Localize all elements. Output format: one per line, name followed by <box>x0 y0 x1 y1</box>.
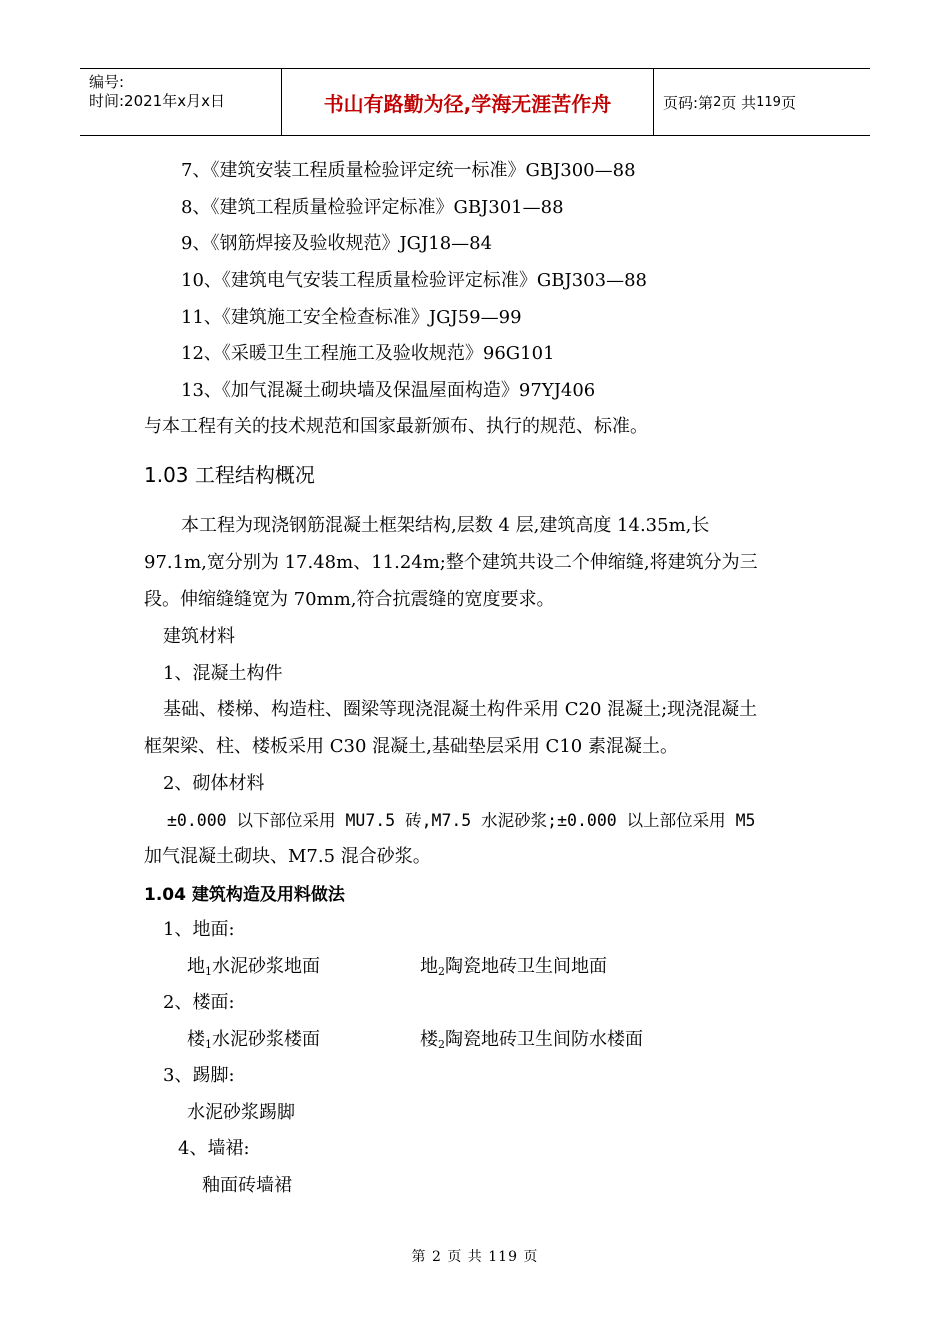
structure-paragraph-line: 段。伸缩缝缝宽为 70mm,符合抗震缝的宽度要求。 <box>144 589 555 610</box>
skirting-item: 水泥砂浆踢脚 <box>187 1102 295 1123</box>
standard-item: 9、《钢筋焊接及验收规范》JGJ18—84 <box>181 233 493 254</box>
masonry-title: 2、砌体材料 <box>163 773 265 794</box>
section-103-title: 1.03 工程结构概况 <box>144 463 315 487</box>
standard-item: 11、《建筑施工安全检查标准》JGJ59—99 <box>181 307 522 328</box>
section-104-title: 1.04 建筑构造及用料做法 <box>144 885 345 905</box>
page-footer: 第 2 页 共 119 页 <box>411 1249 539 1265</box>
ground-items <box>187 955 887 979</box>
header-motto: 书山有路勤为径,学海无涯苦作舟 <box>281 69 654 135</box>
serial-label: 编号: <box>89 73 125 91</box>
page-prefix: 页码:第 <box>663 93 714 112</box>
skirting-title: 3、踢脚: <box>163 1065 235 1086</box>
concrete-text-line: 框架梁、柱、楼板采用 C30 混凝土,基础垫层采用 C10 素混凝土。 <box>144 736 678 757</box>
page-current: 2 <box>713 94 722 110</box>
masonry-text-line: ±0.000 以下部位采用 MU7.5 砖,M7.5 水泥砂浆;±0.000 以上部位采用 M5 <box>167 811 756 830</box>
ground-item-2: 地$_2$陶瓷地砖卫生间地面 <box>420 956 607 978</box>
standards-note: 与本工程有关的技术规范和国家最新颁布、执行的规范、标准。 <box>144 416 648 437</box>
concrete-text-line: 基础、楼梯、构造柱、圈梁等现浇混凝土构件采用 C20 混凝土;现浇混凝土 <box>163 699 758 720</box>
structure-paragraph-line: 本工程为现浇钢筋混凝土框架结构,层数 4 层,建筑高度 14.35m,长 <box>181 515 710 536</box>
standard-item: 12、《采暖卫生工程施工及验收规范》96G101 <box>181 343 555 364</box>
dado-item: 釉面砖墙裙 <box>202 1175 292 1196</box>
masonry-text-line: 加气混凝土砌块、M7.5 混合砂浆。 <box>144 846 431 867</box>
standard-item: 13、《加气混凝土砌块墙及保温屋面构造》97YJ406 <box>181 380 596 401</box>
floor-title: 2、楼面: <box>163 992 235 1013</box>
standard-item: 8、《建筑工程质量检验评定标准》GBJ301—88 <box>181 197 564 218</box>
concrete-title: 1、混凝土构件 <box>163 663 283 684</box>
standard-item: 7、《建筑安装工程质量检验评定统一标准》GBJ300—88 <box>181 160 636 181</box>
floor-item-2: 楼$_2$陶瓷地砖卫生间防水楼面 <box>420 1029 643 1051</box>
floor-item-1: 楼$_1$水泥砂浆楼面 <box>187 1029 320 1051</box>
floor-items <box>187 1028 887 1052</box>
structure-paragraph-line: 97.1m,宽分别为 17.48m、11.24m;整个建筑共设二个伸缩缝,将建筑分为三 <box>144 552 758 573</box>
materials-title: 建筑材料 <box>163 626 235 647</box>
ground-item-1: 地$_1$水泥砂浆地面 <box>187 956 320 978</box>
page-mid: 页 共 <box>721 93 757 112</box>
page-header <box>80 68 870 136</box>
ground-title: 1、地面: <box>163 919 235 940</box>
header-meta <box>80 69 281 135</box>
time-label: 时间:2021年x月x日 <box>89 92 225 110</box>
page-suffix: 页 <box>780 93 796 112</box>
header-page-info <box>654 69 870 135</box>
dado-title: 4、墙裙: <box>178 1138 250 1159</box>
standard-item: 10、《建筑电气安装工程质量检验评定标准》GBJ303—88 <box>181 270 647 291</box>
page-total: 119 <box>756 94 781 110</box>
